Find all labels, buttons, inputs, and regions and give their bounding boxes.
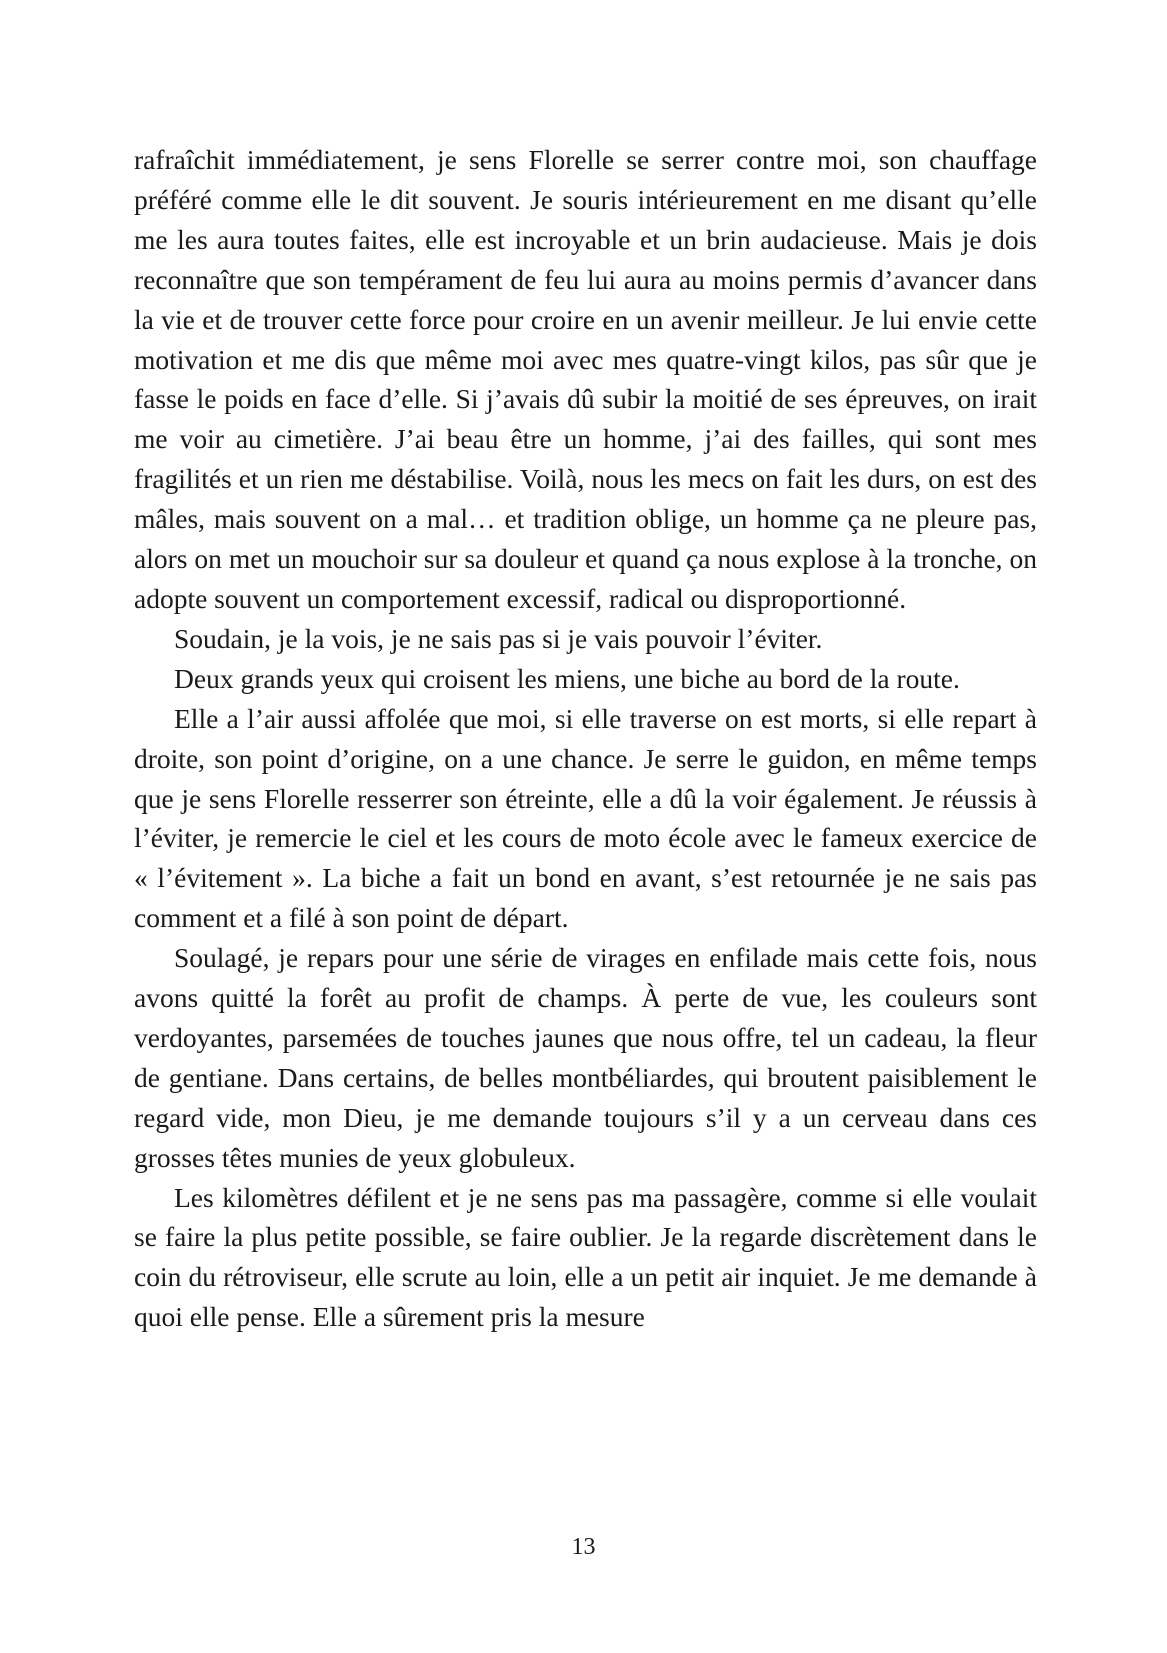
body-text [134,140,1037,1337]
paragraph: Deux grands yeux qui croisent les miens, une biche au bord de la route. [174,662,960,694]
paragraph: Soudain, je la vois, je ne sais pas si je vais pouvoir l’éviter. [174,622,823,654]
paragraph: Soulagé, je repars pour une série de virages en enfilade mais cette fois, nous avons quitté la forêt au profit de champs. À perte de vue, les couleurs sont verdoyantes, parsemées de touches jaunes que nous offre, tel un cadeau, la fleur de gentiane. Dans certains, de belles montbéliardes, qui broutent paisiblement le regard vide, mon Dieu, je me demande toujours s’il y a un cerveau dans ces grosses têtes munies de yeux globuleux. [134,942,1037,1173]
paragraph-continued: rafraîchit immédiatement, je sens Florelle se serrer contre moi, son chauffage préféré comme elle le dit souvent. Je souris intérieurement en me disant qu’elle me les aura toutes faites, elle est incroyable et un brin audacieuse. Mais je dois reconnaître que son tempérament de feu lui aura au moins permis d’avancer dans la vie et de trouver cette force pour croire en un avenir meilleur. Je lui envie cette motivation et me dis que même moi avec mes quatre-vingt kilos, pas sûr que je fasse le poids en face d’elle. Si j’avais dû subir la moitié de ses épreuves, on irait me voir au cimetière. J’ai beau être un homme, j’ai des failles, qui sont mes fragilités et un rien me déstabilise. Voilà, nous les mecs on fait les durs, on est des mâles, mais souvent on a mal… et tradition oblige, un homme ça ne pleure pas, alors on met un mouchoir sur sa douleur et quand ça nous explose à la tronche, on adopte souvent un comportement excessif, radical ou disproportionné. [134,144,1037,614]
paragraph: Les kilomètres défilent et je ne sens pas ma passagère, comme si elle voulait se faire la plus petite possible, se faire oublier. Je la regarde discrètement dans le coin du rétroviseur, elle scrute au loin, elle a un petit air inquiet. Je me demande à quoi elle pense. Elle a sûrement pris la mesure [134,1181,1037,1333]
page-number: 13 [571,1534,596,1560]
paragraph: Elle a l’air aussi affolée que moi, si elle traverse on est morts, si elle repart à droite, son point d’origine, on a une chance. Je serre le guidon, en même temps que je sens Florelle resserrer son étreinte, elle a dû la voir également. Je réussis à l’éviter, je remercie le ciel et les cours de moto école avec le fameux exercice de « l’évitement ». La biche a fait un bond en avant, s’est retournée je ne sais pas comment et a filé à son point de départ. [134,702,1037,934]
